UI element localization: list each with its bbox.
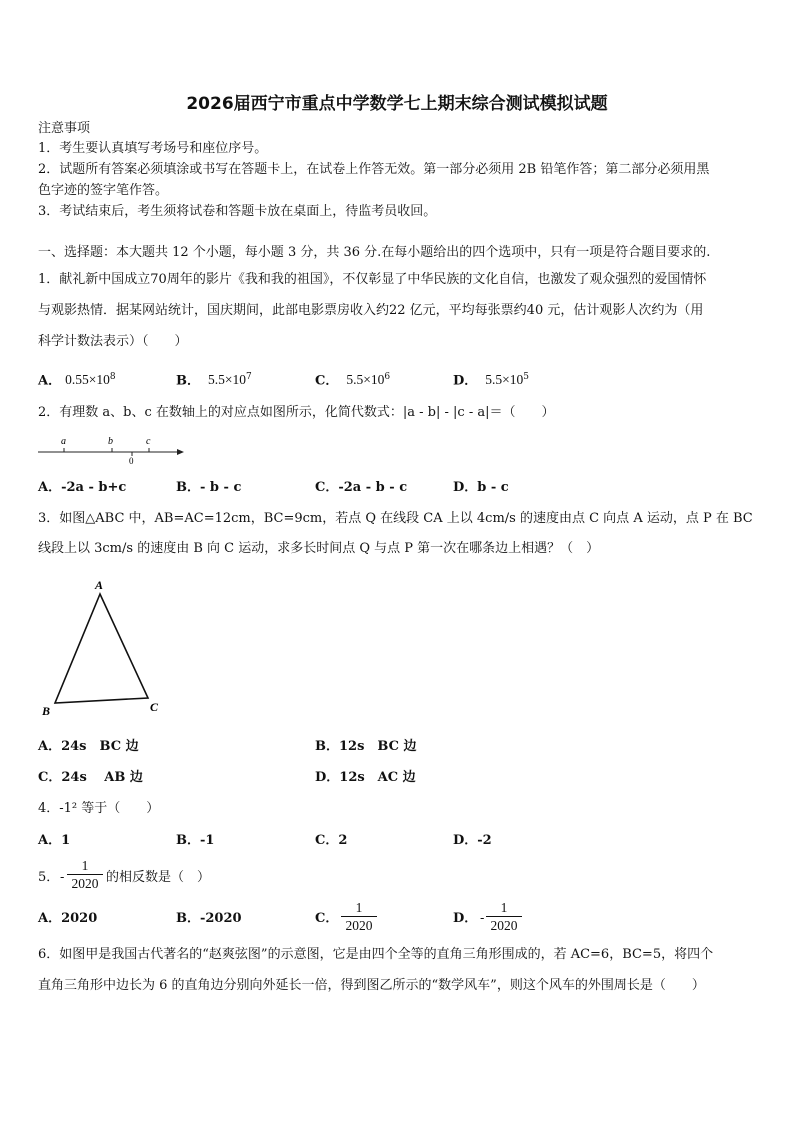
- q5-option-c-letter: C．: [315, 911, 339, 926]
- page-title: 2026届西宁市重点中学数学七上期末综合测试模拟试题: [186, 94, 608, 114]
- q1-option-d: D． $5.5\times 10^5$: [453, 372, 530, 389]
- triangle-abc: [55, 594, 148, 703]
- q5-option-d-letter: D．: [453, 911, 478, 926]
- q5-option-d-minus: -: [480, 911, 485, 926]
- notice-item: 2．试题所有答案必须填涂或书写在答题卡上，在试卷上作答无效。第一部分必须用 2B 铅笔作答；第二部分必须用黑: [38, 162, 710, 177]
- q6-stem-line: 6．如图甲是我国古代著名的“赵爽弦图”的示意图，它是由四个全等的直角三角形围成的，若 AC=6，BC=5，将四个: [38, 947, 714, 962]
- number-line-figure: [36, 432, 192, 466]
- q3-stem-line: 线段上以 3cm/s 的速度由 B 向 C 运动，求多长时间点 Q 与点 P 第一次在哪条边上相遇？（ ）: [38, 541, 600, 556]
- q2-option-d: D．b - c: [453, 480, 509, 495]
- notice-item: 3．考试结束后，考生须将试卷和答题卡放在桌面上，待监考员收回。: [38, 204, 437, 219]
- triangle-abc-figure: [36, 576, 170, 722]
- notice-item: 1．考生要认真填写考场号和座位序号。: [38, 141, 268, 156]
- q2-option-a: A．-2a - b+c: [38, 480, 127, 495]
- axis-label-zero: 0: [129, 456, 134, 466]
- q5-option-d-fraction: 1 2020: [486, 900, 522, 933]
- q5-suffix: 的相反数是（ ）: [106, 870, 211, 885]
- q3-option-a: A．24s BC 边: [38, 739, 139, 754]
- q4-option-b: B．-1: [176, 833, 215, 848]
- q4-option-d: D．-2: [453, 833, 492, 848]
- q3-option-b: B．12s BC 边: [315, 739, 417, 754]
- q1-stem-line: 与观影热情．据某网站统计，国庆期间，此部电影票房收入约22 亿元，平均每张票约40 元，估计观影人次约为（用: [38, 303, 704, 318]
- q5-option-b: B．-2020: [176, 911, 242, 926]
- q3-option-d: D．12s AC 边: [315, 770, 416, 785]
- q1-option-c: C． $5.5\times 10^6$: [315, 372, 391, 389]
- q5-fraction: 1 2020: [67, 858, 103, 891]
- axis-label-c: c: [146, 436, 151, 447]
- q4-option-a: A．1: [38, 833, 71, 848]
- notice-heading: 注意事项: [38, 121, 91, 136]
- q3-stem-line: 3．如图△ABC 中，AB=AC=12cm，BC=9cm，若点 Q 在线段 CA 上以 4cm/s 的速度由点 C 向点 A 运动，点 P 在 BC: [38, 511, 753, 526]
- q5-prefix: 5．: [38, 870, 60, 885]
- q1-stem-line: 科学计数法表示）（ ）: [38, 334, 188, 349]
- q5-option-c-fraction: 1 2020: [341, 900, 377, 933]
- q1-option-a: A． $0.55\times 10^8$: [38, 372, 116, 389]
- vertex-label-b: B: [42, 704, 51, 718]
- arrow-head-icon: [177, 449, 184, 455]
- q2-stem: 2．有理数 a、b、c 在数轴上的对应点如图所示，化简代数式：|a - b| - |c - a|＝（ ）: [38, 405, 555, 420]
- vertex-label-a: A: [95, 578, 104, 592]
- q5-minus-sign: -: [60, 870, 65, 885]
- q4-stem: 4．-1² 等于（ ）: [38, 801, 160, 816]
- axis-label-a: a: [61, 436, 66, 447]
- vertex-label-c: C: [150, 700, 159, 714]
- q6-stem-line: 直角三角形中边长为 6 的直角边分别向外延长一倍，得到图乙所示的“数学风车”，则这个风车的外围周长是（ ）: [38, 978, 705, 993]
- q2-option-b: B．- b - c: [176, 480, 242, 495]
- q1-stem-line: 1．献礼新中国成立70周年的影片《我和我的祖国》，不仅彰显了中华民族的文化自信，也激发了观众强烈的爱国情怀: [38, 272, 707, 287]
- notice-item: 色字迹的签字笔作答。: [38, 183, 169, 198]
- axis-label-b: b: [108, 436, 113, 447]
- section-heading: 一、选择题：本大题共 12 个小题，每小题 3 分，共 36 分.在每小题给出的四个选项中，只有一项是符合题目要求的.: [38, 245, 711, 260]
- q1-option-b: B． $5.5\times 10^7$: [176, 372, 252, 389]
- q5-option-a: A．2020: [38, 911, 98, 926]
- q2-option-c: C．-2a - b - c: [315, 480, 408, 495]
- q4-option-c: C．2: [315, 833, 348, 848]
- q3-option-c: C．24s AB 边: [38, 770, 143, 785]
